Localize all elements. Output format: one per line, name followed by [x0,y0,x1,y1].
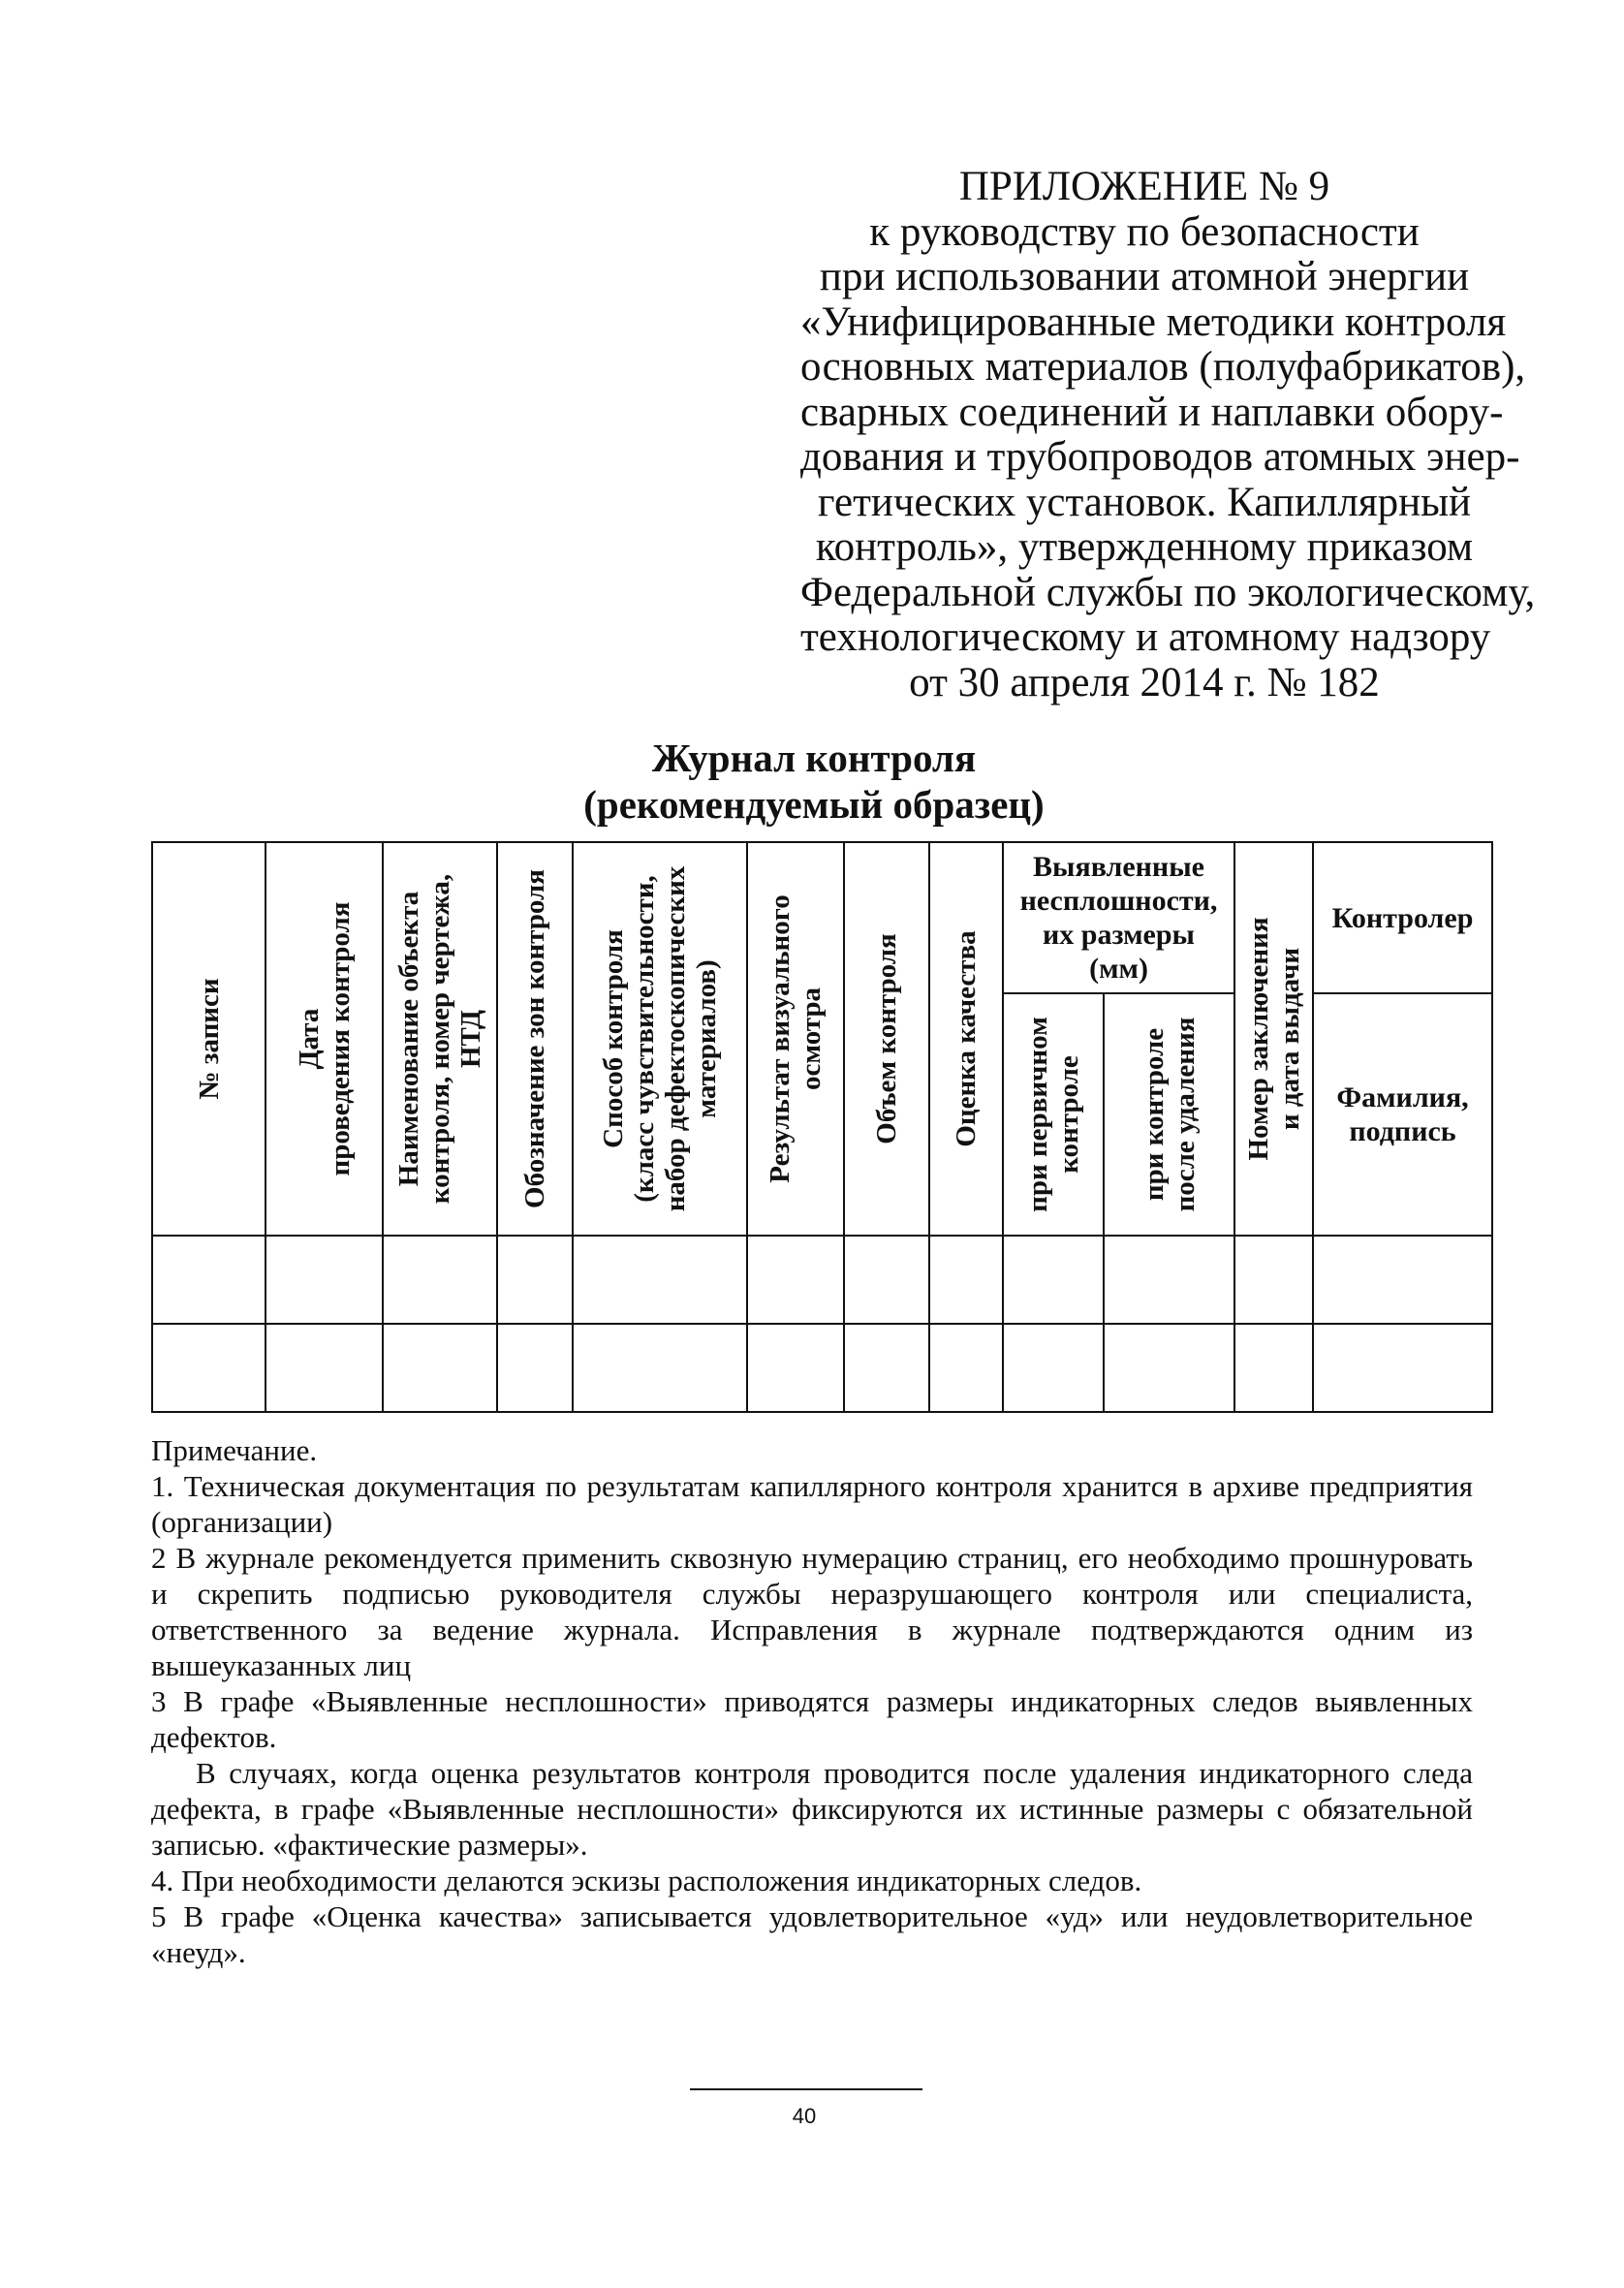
appendix-line: основных материалов (полуфабрикатов), [800,344,1526,390]
table-cell [1234,1236,1313,1324]
appendix-line: дования и трубопроводов атомных энер- [800,434,1520,480]
journal-title-block [523,735,1105,828]
table-cell [1234,1324,1313,1412]
table-cell [1104,1236,1234,1324]
header-visual-line: осмотра [796,987,827,1091]
table-cell [383,1324,497,1412]
header-name-line: подпись [1349,1115,1456,1147]
table-cell [929,1324,1003,1412]
header-removal-line: при контроле [1138,1027,1170,1202]
header-method-line: материалов) [691,959,722,1118]
appendix-line: Федеральной службы по экологическому, [800,569,1536,615]
header-name-line: Фамилия, [1336,1081,1469,1113]
appendix-line: технологическому и атомному надзору [800,614,1491,660]
header-date-line: проведения контроля [324,901,356,1176]
header-conclusion-line: Номер заключения [1242,917,1274,1161]
header-defects-line: их размеры [1043,919,1195,951]
header-visual [747,842,844,1236]
appendix-line: при использовании атомной энергии [819,254,1470,299]
table-cell [265,1324,383,1412]
header-volume [844,842,929,1236]
table-cell [747,1324,844,1412]
header-defects-line: несплошности, [1019,885,1218,917]
note-item: 3 В графе «Выявленные несплошности» приводятся размеры индикаторных следов выявленных дефектов. [151,1684,1473,1754]
table-cell [152,1324,265,1412]
table-cell [265,1236,383,1324]
appendix-line: сварных соединений и наплавки обору- [800,389,1504,435]
control-log-table [151,841,1493,1413]
header-method-line: (класс чувствительности, [629,875,660,1203]
table-cell [497,1324,573,1412]
header-date-line: Дата [293,1008,325,1070]
table-cell [929,1236,1003,1324]
footer-divider [690,2088,922,2090]
header-object [383,842,497,1236]
note-item: 2 В журнале рекомендуется применить сквозную нумерацию страниц, его необходимо прошнуровать и скрепить подписью руководителя службы неразрушающего контроля или специалиста, ответственного за ведение журнала. Исправления в журнале подтверждаются одним из вышеуказанных лиц [151,1541,1473,1682]
header-defects [1003,842,1234,993]
header-zones-text: Обозначение зон контроля [519,869,550,1208]
header-conclusion-line: и дата выдачи [1273,947,1305,1131]
notes-heading: Примечание. [151,1433,318,1467]
appendix-title: ПРИЛОЖЕНИЕ № 9 [958,164,1330,209]
header-primary-line: контроле [1053,1055,1084,1174]
table-cell [573,1324,747,1412]
table-cell [1104,1324,1234,1412]
table-row [152,1324,1492,1412]
header-record-no-text: № записи [193,978,225,1100]
header-name-signature [1313,993,1492,1236]
header-date [265,842,383,1236]
appendix-line: «Унифицированные методики контроля [800,298,1507,345]
header-primary [1003,993,1104,1236]
note-item: 5 В графе «Оценка качества» записывается удовлетворительное «уд» или неудовлетворительное «неуд». [151,1899,1473,1969]
table-cell [573,1236,747,1324]
appendix-line: контроль», утвержденному приказом [815,524,1474,570]
header-zones [497,842,573,1236]
notes-section [151,1432,1473,1970]
header-object-line: контроля, номер чертежа, [424,873,455,1205]
note-item: 4. При необходимости делаются эскизы расположения индикаторных следов. [151,1864,1142,1897]
header-visual-line: Результат визуального [765,894,796,1183]
table-row [152,1236,1492,1324]
header-controller [1313,842,1492,993]
header-primary-line: при первичном [1022,1017,1053,1212]
table-cell [844,1324,929,1412]
journal-title: Журнал контроля [651,736,977,780]
note-item: 1. Техническая документация по результатам капиллярного контроля хранится в архиве предприятия (организации) [151,1469,1473,1539]
header-removal-line: после удаления [1169,1017,1201,1212]
table-cell [152,1236,265,1324]
header-object-line: Наименование объекта [393,891,424,1187]
table-cell [1003,1236,1104,1324]
header-defects-line: Выявленные [1033,851,1204,883]
header-quality-text: Оценка качества [951,930,982,1147]
table-cell [844,1236,929,1324]
note-item: В случаях, когда оценка результатов контроля проводится после удаления индикаторного следа дефекта, в графе «Выявленные несплошности» фиксируются их истинные размеры с обязательной записью. «фактические размеры». [151,1756,1473,1862]
journal-subtitle: (рекомендуемый образец) [583,782,1045,827]
header-defects-line: (мм) [1089,953,1148,985]
table-cell [497,1236,573,1324]
appendix-header [800,164,1536,705]
header-volume-text: Объем контроля [871,933,902,1144]
header-quality [929,842,1003,1236]
header-method-line: Способ контроля [598,929,629,1148]
header-record-no [152,842,265,1236]
table-cell [383,1236,497,1324]
appendix-line: гетических установок. Капиллярный [817,479,1472,525]
header-controller-text: Контролер [1331,901,1474,934]
page-number: 40 [792,2104,817,2128]
header-method [573,842,747,1236]
table-cell [1003,1324,1104,1412]
header-method-line: набор дефектоскопических [660,865,691,1212]
appendix-line: к руководству по безопасности [869,208,1420,255]
header-object-line: НТД [455,1009,486,1069]
table-cell [1313,1236,1492,1324]
table-cell [1313,1324,1492,1412]
header-conclusion [1234,842,1313,1236]
table-cell [747,1236,844,1324]
header-after-removal [1104,993,1234,1236]
appendix-line: от 30 апреля 2014 г. № 182 [909,659,1380,705]
